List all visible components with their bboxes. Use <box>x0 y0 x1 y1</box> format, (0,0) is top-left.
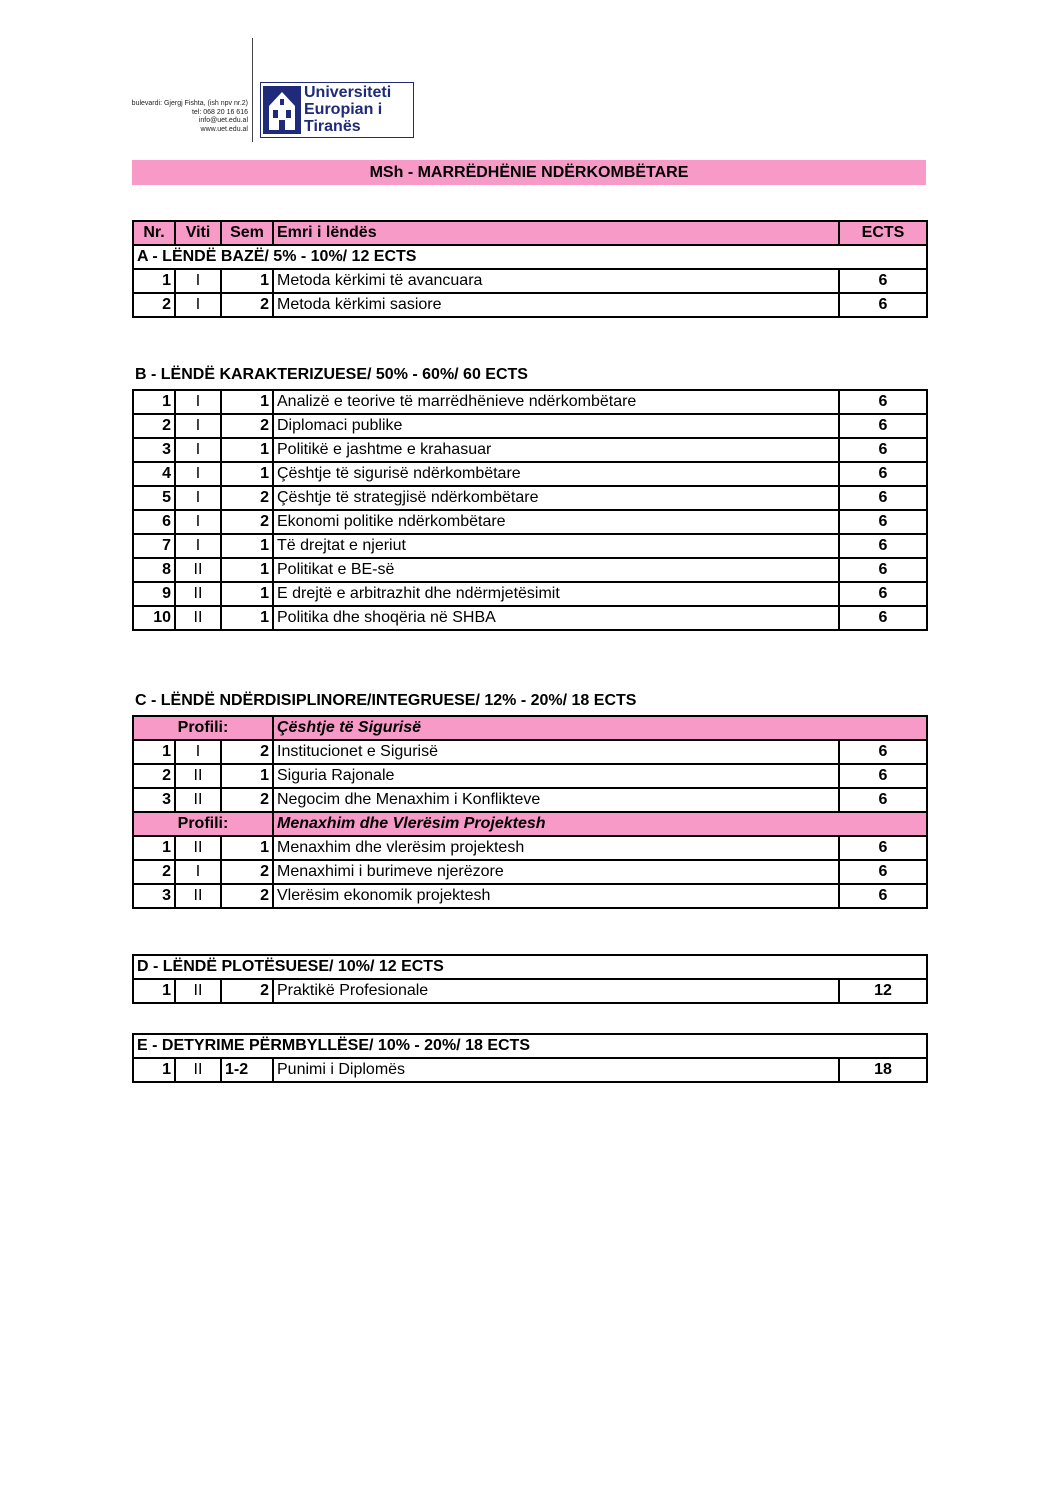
cell-name: E drejtë e arbitrazhit dhe ndërmjetësimit <box>273 582 839 606</box>
cell-name: Siguria Rajonale <box>273 764 839 788</box>
cell-sem: 1 <box>221 534 273 558</box>
university-logo <box>260 82 415 140</box>
cell-viti: II <box>175 582 221 606</box>
building-logo-icon <box>263 86 301 134</box>
logo-line: Tiranës <box>304 118 361 135</box>
cell-name: Diplomaci publike <box>273 414 839 438</box>
cell-sem: 1-2 <box>221 1058 273 1082</box>
cell-ects: 6 <box>839 740 927 764</box>
table-row <box>133 390 927 414</box>
cell-nr: 1 <box>133 1058 175 1082</box>
cell-sem: 1 <box>221 606 273 630</box>
cell-sem: 2 <box>221 740 273 764</box>
cell-ects: 6 <box>839 510 927 534</box>
cell-ects: 6 <box>839 884 927 908</box>
cell-sem: 2 <box>221 979 273 1003</box>
cell-ects: 6 <box>839 606 927 630</box>
cell-nr: 9 <box>133 582 175 606</box>
cell-name: Negocim dhe Menaxhim i Konflikteve <box>273 788 839 812</box>
col-header-sem: Sem <box>221 221 273 245</box>
cell-nr: 1 <box>133 390 175 414</box>
table-row <box>133 1058 927 1082</box>
cell-name: Politikat e BE-së <box>273 558 839 582</box>
table-row <box>133 462 927 486</box>
table-row <box>133 836 927 860</box>
cell-viti: II <box>175 884 221 908</box>
cell-ects: 6 <box>839 390 927 414</box>
cell-viti: I <box>175 462 221 486</box>
table-row <box>133 438 927 462</box>
cell-name: Të drejtat e njeriut <box>273 534 839 558</box>
cell-nr: 8 <box>133 558 175 582</box>
table-row <box>133 979 927 1003</box>
table-row <box>133 269 927 293</box>
cell-name: Vlerësim ekonomik projektesh <box>273 884 839 908</box>
cell-nr: 2 <box>133 293 175 317</box>
cell-name: Ekonomi politike ndërkombëtare <box>273 510 839 534</box>
col-header-emri: Emri i lëndës <box>273 221 839 245</box>
table-row <box>133 788 927 812</box>
profile-label: Profili: <box>133 716 273 740</box>
table-section-d <box>132 954 928 1004</box>
cell-name: Politikë e jashtme e krahasuar <box>273 438 839 462</box>
cell-sem: 2 <box>221 884 273 908</box>
cell-sem: 2 <box>221 486 273 510</box>
cell-nr: 6 <box>133 510 175 534</box>
email-line: info@uet.edu.al <box>198 117 248 124</box>
cell-sem: 1 <box>221 390 273 414</box>
cell-name: Metoda kërkimi sasiore <box>273 293 839 317</box>
cell-ects: 6 <box>839 836 927 860</box>
cell-ects: 6 <box>839 764 927 788</box>
cell-ects: 6 <box>839 414 927 438</box>
table-row <box>133 884 927 908</box>
cell-sem: 1 <box>221 582 273 606</box>
cell-viti: II <box>175 1058 221 1082</box>
profile-name: Çështje të Sigurisë <box>273 716 927 740</box>
page-title: MSh - MARRËDHËNIE NDËRKOMBËTARE <box>132 160 926 185</box>
cell-viti: II <box>175 558 221 582</box>
cell-name: Çështje të strategjisë ndërkombëtare <box>273 486 839 510</box>
cell-nr: 1 <box>133 979 175 1003</box>
section-d-title: D - LËNDË PLOTËSUESE/ 10%/ 12 ECTS <box>133 955 927 979</box>
table-row <box>133 764 927 788</box>
logo-line: Europian i <box>304 101 383 118</box>
cell-nr: 4 <box>133 462 175 486</box>
table-section-a <box>132 220 928 318</box>
table-section-c <box>132 715 928 909</box>
table-row <box>133 293 927 317</box>
cell-name: Praktikë Profesionale <box>273 979 839 1003</box>
cell-ects: 6 <box>839 582 927 606</box>
table-row <box>133 510 927 534</box>
table-row <box>133 606 927 630</box>
cell-ects: 6 <box>839 788 927 812</box>
cell-nr: 1 <box>133 836 175 860</box>
col-header-ects: ECTS <box>839 221 927 245</box>
cell-ects: 6 <box>839 534 927 558</box>
cell-sem: 1 <box>221 269 273 293</box>
cell-viti: I <box>175 438 221 462</box>
cell-sem: 1 <box>221 558 273 582</box>
cell-name: Analizë e teorive të marrëdhënieve ndërkombëtare <box>273 390 839 414</box>
cell-nr: 3 <box>133 438 175 462</box>
cell-nr: 1 <box>133 740 175 764</box>
table-row <box>133 486 927 510</box>
cell-nr: 10 <box>133 606 175 630</box>
cell-viti: I <box>175 293 221 317</box>
cell-sem: 2 <box>221 860 273 884</box>
cell-viti: II <box>175 606 221 630</box>
cell-name: Menaxhim dhe vlerësim projektesh <box>273 836 839 860</box>
cell-ects: 6 <box>839 486 927 510</box>
logo-line: Universiteti <box>304 84 392 101</box>
cell-viti: II <box>175 764 221 788</box>
table-row <box>133 860 927 884</box>
table-row <box>133 740 927 764</box>
cell-viti: I <box>175 740 221 764</box>
phone-line: tel: 068 20 16 616 <box>191 108 248 116</box>
cell-nr: 5 <box>133 486 175 510</box>
col-header-viti: Viti <box>175 221 221 245</box>
profile-name: Menaxhim dhe Vlerësim Projektesh <box>273 812 927 836</box>
section-c-title: C - LËNDË NDËRDISIPLINORE/INTEGRUESE/ 12% - 20%/ 18 ECTS <box>135 692 637 709</box>
address-block <box>120 100 248 134</box>
table-header-row <box>133 221 927 245</box>
cell-name: Metoda kërkimi të avancuara <box>273 269 839 293</box>
cell-nr: 3 <box>133 884 175 908</box>
section-b-title: B - LËNDË KARAKTERIZUESE/ 50% - 60%/ 60 ECTS <box>135 366 528 383</box>
address-line: bulevardi: Gjergj Fishta, (ish npv nr.2) <box>131 100 248 107</box>
cell-name: Punimi i Diplomës <box>273 1058 839 1082</box>
cell-sem: 1 <box>221 836 273 860</box>
cell-viti: II <box>175 979 221 1003</box>
table-row <box>133 558 927 582</box>
table-section-b <box>132 389 928 631</box>
website-line: www.uet.edu.al <box>200 125 248 133</box>
cell-viti: I <box>175 510 221 534</box>
cell-ects: 6 <box>839 293 927 317</box>
cell-viti: I <box>175 534 221 558</box>
cell-ects: 12 <box>839 979 927 1003</box>
section-title-row <box>133 955 927 979</box>
cell-nr: 2 <box>133 860 175 884</box>
profile-row <box>133 716 927 740</box>
section-title-row <box>133 1034 927 1058</box>
cell-viti: I <box>175 486 221 510</box>
profile-label: Profili: <box>133 812 273 836</box>
cell-sem: 1 <box>221 462 273 486</box>
table-section-e <box>132 1033 928 1083</box>
cell-sem: 2 <box>221 414 273 438</box>
cell-sem: 1 <box>221 438 273 462</box>
cell-viti: I <box>175 269 221 293</box>
profile-row <box>133 812 927 836</box>
cell-sem: 2 <box>221 510 273 534</box>
cell-viti: I <box>175 414 221 438</box>
cell-name: Çështje të sigurisë ndërkombëtare <box>273 462 839 486</box>
cell-viti: I <box>175 860 221 884</box>
cell-viti: II <box>175 836 221 860</box>
table-row <box>133 414 927 438</box>
cell-ects: 6 <box>839 269 927 293</box>
cell-nr: 3 <box>133 788 175 812</box>
cell-name: Politika dhe shoqëria në SHBA <box>273 606 839 630</box>
logo-wordmark <box>304 84 391 135</box>
cell-ects: 6 <box>839 462 927 486</box>
table-row <box>133 582 927 606</box>
cell-name: Menaxhimi i burimeve njerëzore <box>273 860 839 884</box>
table-row <box>133 534 927 558</box>
cell-nr: 2 <box>133 764 175 788</box>
header-divider <box>252 38 253 142</box>
cell-nr: 7 <box>133 534 175 558</box>
col-header-nr: Nr. <box>133 221 175 245</box>
cell-ects: 18 <box>839 1058 927 1082</box>
cell-ects: 6 <box>839 438 927 462</box>
cell-name: Institucionet e Sigurisë <box>273 740 839 764</box>
cell-nr: 2 <box>133 414 175 438</box>
section-e-title: E - DETYRIME PËRMBYLLËSE/ 10% - 20%/ 18 ECTS <box>133 1034 927 1058</box>
cell-sem: 2 <box>221 788 273 812</box>
cell-viti: II <box>175 788 221 812</box>
section-title-row <box>133 245 927 269</box>
cell-nr: 1 <box>133 269 175 293</box>
cell-sem: 2 <box>221 293 273 317</box>
cell-viti: I <box>175 390 221 414</box>
cell-ects: 6 <box>839 860 927 884</box>
section-a-title: A - LËNDË BAZË/ 5% - 10%/ 12 ECTS <box>133 245 927 269</box>
cell-sem: 1 <box>221 764 273 788</box>
cell-ects: 6 <box>839 558 927 582</box>
